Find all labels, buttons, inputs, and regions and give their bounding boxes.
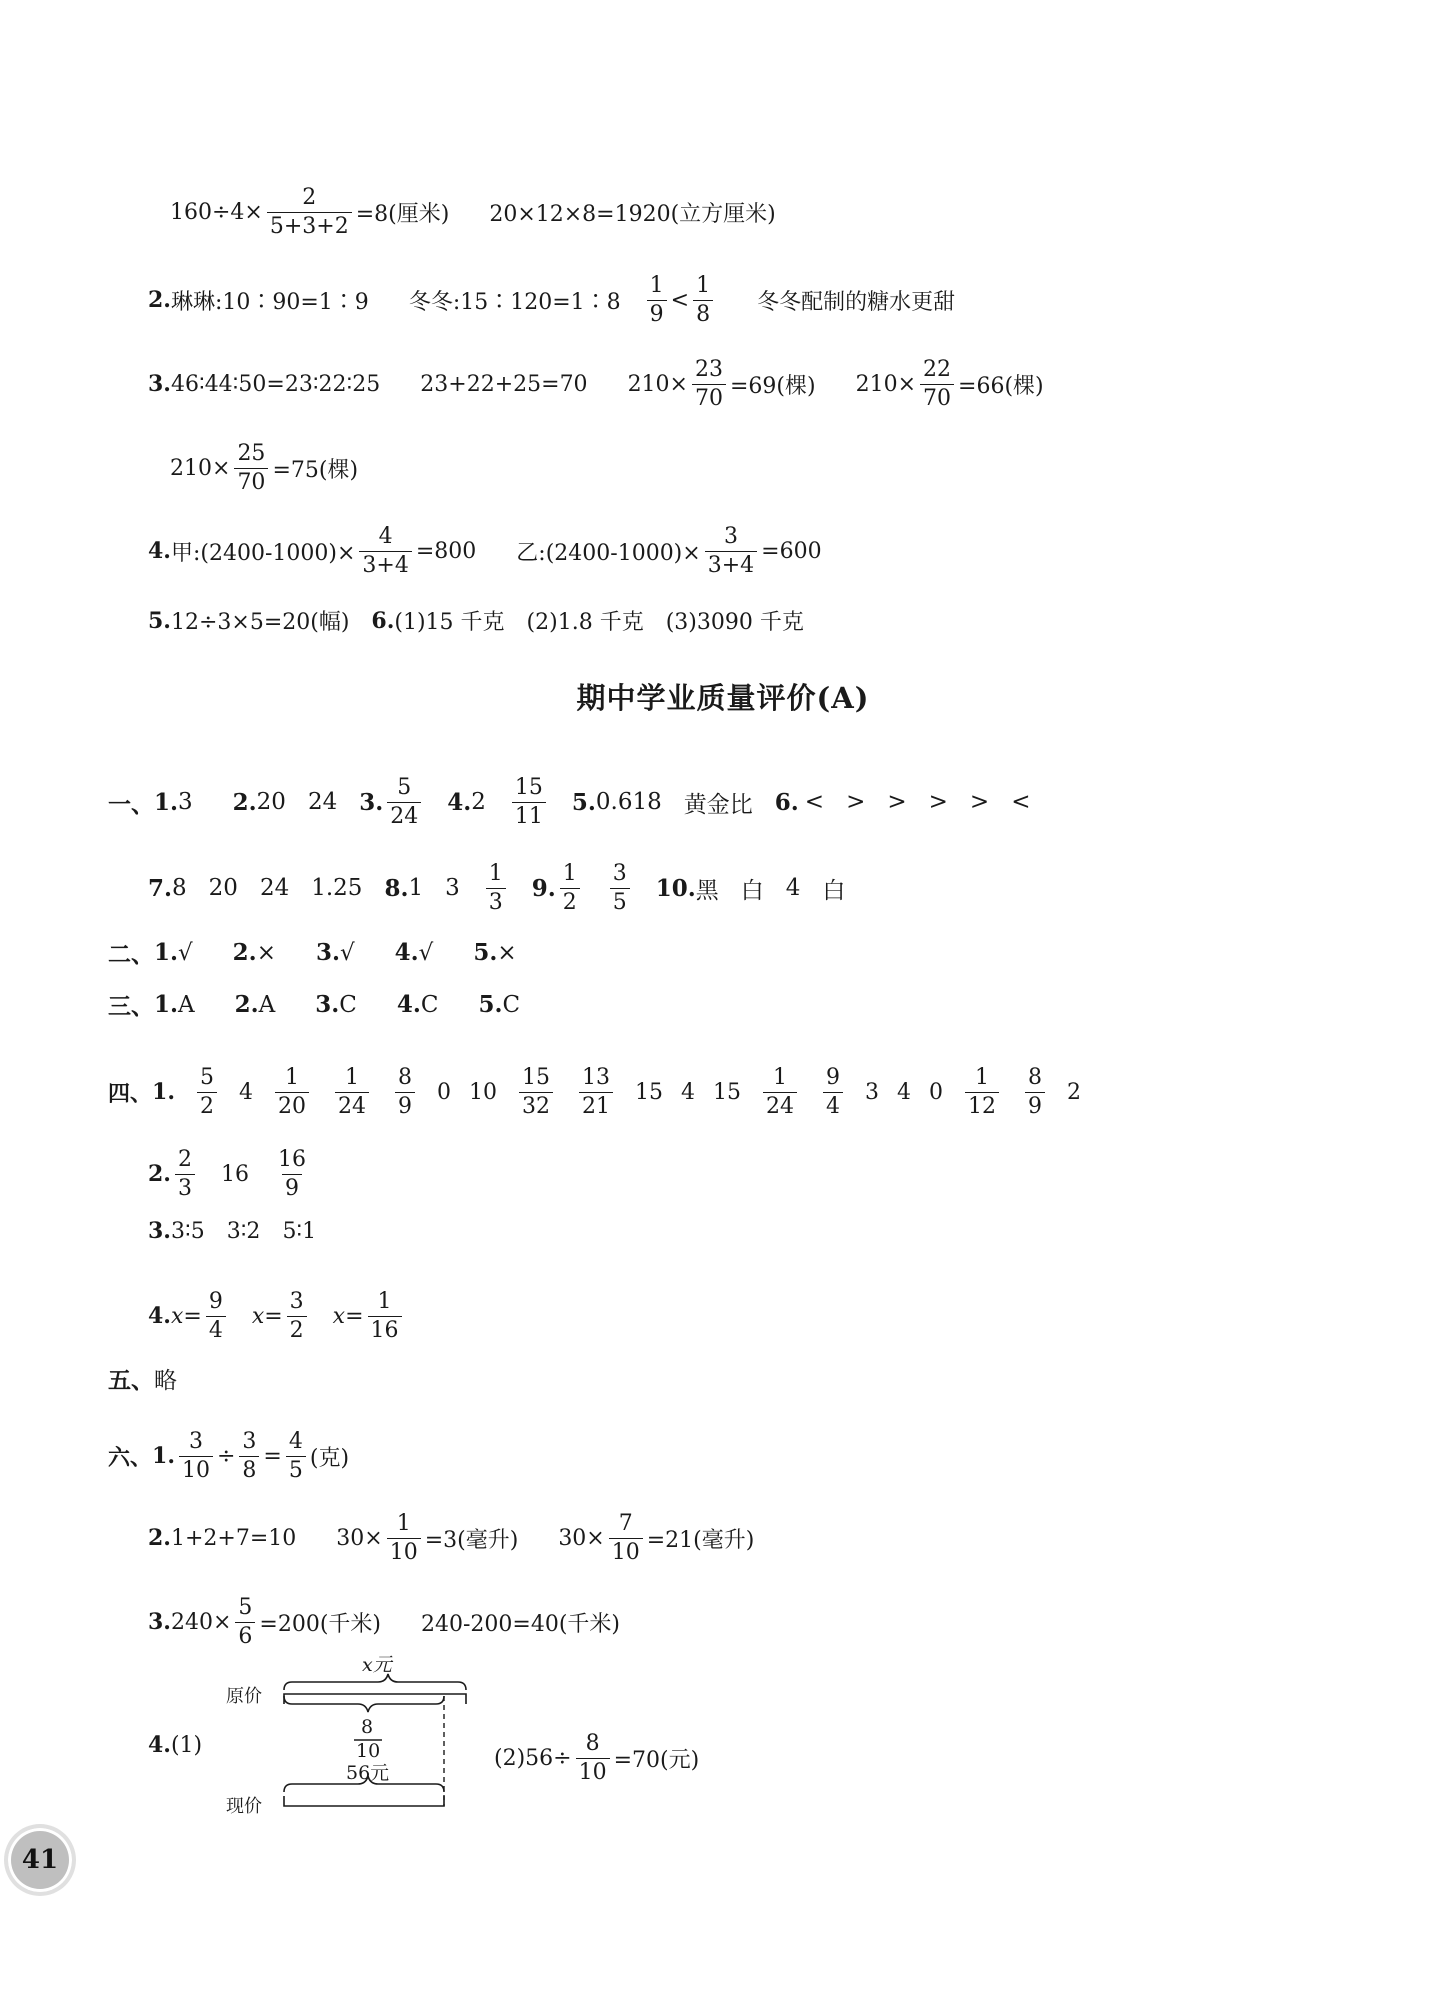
expr: =8(厘米)	[355, 201, 450, 227]
answer: 0	[436, 1079, 451, 1105]
expr: (1)15 千克	[394, 610, 505, 635]
answer: >	[928, 789, 948, 816]
item-number: 4.	[148, 1732, 171, 1758]
answer: 4	[785, 875, 801, 902]
answer: 15	[712, 1079, 741, 1105]
item-number: 8.	[384, 874, 409, 902]
expr: =66(棵)	[958, 373, 1044, 399]
expr: 46∶44∶50=23∶22∶25	[170, 371, 381, 397]
fraction: $\frac{5}{2}$	[197, 1066, 217, 1119]
expr: =75(棵)	[272, 457, 359, 483]
answer: ×	[256, 939, 276, 966]
item-number: 10.	[655, 874, 696, 902]
expr: 210×	[627, 371, 688, 397]
part6-row4-label	[148, 1732, 202, 1758]
expr: 23+22+25=70	[420, 371, 588, 397]
fraction: $\frac{2}{3}$	[175, 1148, 195, 1201]
fraction: $\frac{1}{12}$	[965, 1066, 999, 1119]
answer: 0	[928, 1079, 943, 1105]
answer: C	[502, 991, 521, 1018]
part2-row	[108, 936, 517, 969]
answer: √	[339, 939, 355, 966]
part6-row3	[148, 1596, 620, 1649]
answer: <	[804, 789, 825, 816]
item-number: 5.	[148, 607, 171, 634]
fraction: $\frac{3}{8}$	[239, 1430, 259, 1483]
expr: 甲:(2400-1000)×	[170, 540, 356, 566]
item-number: 7.	[148, 874, 173, 902]
part5-row	[108, 1362, 177, 1395]
part6-row1	[108, 1430, 349, 1483]
part1-row2	[148, 862, 845, 915]
expr: (2)56÷	[494, 1745, 572, 1771]
answer: 0.618	[595, 789, 662, 816]
expr: =200(千米)	[259, 1611, 381, 1637]
expr: 冬冬配制的糖水更甜	[757, 289, 956, 315]
answer: 20	[208, 875, 238, 902]
part4-row3	[148, 1218, 316, 1244]
fraction: $\frac{25}{70}$	[234, 442, 268, 495]
expr: =69(棵)	[730, 373, 816, 399]
answer: 24	[259, 875, 290, 902]
answer-line-5	[148, 525, 822, 578]
part4-row2	[148, 1148, 313, 1201]
part3-row	[108, 988, 520, 1021]
expr: (2)1.8 千克	[526, 610, 644, 635]
expr: 20×12×8=1920(立方厘米)	[489, 201, 776, 227]
item-number: 6.	[371, 607, 395, 634]
fraction: $\frac{4}{3+4}$	[359, 525, 411, 578]
item-number: 1.	[154, 788, 179, 816]
expr: (3)3090 千克	[665, 610, 804, 635]
item-number: 5.	[473, 939, 498, 966]
answer: >	[846, 789, 866, 816]
original-bar	[284, 1694, 466, 1704]
fraction: $\frac{2}{5+3+2}$	[267, 186, 352, 239]
diagram-top-label: x元	[362, 1654, 392, 1676]
expr: =	[263, 1443, 282, 1469]
fraction: $\frac{15}{32}$	[519, 1066, 553, 1119]
item-number: 2.	[232, 788, 257, 816]
answer-line-4	[170, 442, 358, 495]
expr: =3(毫升)	[424, 1527, 519, 1553]
answer: 略	[154, 1368, 177, 1394]
answer: 2	[1066, 1079, 1081, 1105]
section-label: 一、	[108, 790, 154, 818]
answer: 3	[864, 1079, 879, 1105]
expr: x=	[170, 1303, 202, 1329]
fraction: $\frac{1}{3}$	[486, 862, 506, 915]
expr: 30×	[336, 1525, 383, 1551]
expr: 210×	[170, 455, 231, 481]
fraction: $\frac{23}{70}$	[692, 358, 726, 411]
answer-line-1	[170, 186, 776, 239]
part4-row1	[108, 1066, 1081, 1119]
item-number: 2.	[148, 1525, 171, 1552]
item-number: 3.	[148, 371, 171, 398]
answer: 4	[680, 1079, 695, 1105]
fraction: $\frac{1}{24}$	[335, 1066, 369, 1119]
item-number: 2.	[232, 939, 257, 966]
section-label: 三、	[108, 993, 154, 1020]
part4-row4	[148, 1290, 406, 1343]
answer: 白	[822, 877, 846, 904]
fraction: $\frac{8}{9}$	[1025, 1066, 1045, 1119]
expr: =800	[415, 538, 477, 564]
fraction: $\frac{16}{9}$	[277, 1147, 306, 1201]
answer: C	[339, 991, 357, 1018]
expr: 琳琳:10∶90=1∶9	[170, 289, 369, 315]
fraction: $\frac{13}{21}$	[579, 1066, 613, 1119]
page-number-badge	[8, 1828, 72, 1892]
fraction: $\frac{4}{5}$	[286, 1430, 306, 1483]
answer: 黄金比	[683, 791, 753, 818]
section-title: 期中学业质量评价(A)	[576, 681, 870, 715]
item-number: 9.	[531, 874, 556, 902]
item-number: 4.	[148, 538, 171, 565]
answer: 4	[896, 1079, 911, 1105]
fraction: $\frac{3}{10}$	[179, 1430, 213, 1483]
answer: 24	[307, 789, 338, 816]
expr: x=	[251, 1303, 283, 1329]
item-number: 4.	[396, 991, 421, 1018]
fraction: $\frac{15}{11}$	[512, 776, 546, 829]
diagram-frac-numerator: 8	[361, 1716, 374, 1738]
item-number: 5.	[478, 991, 503, 1018]
expr: <	[670, 287, 690, 313]
item-number: 1.	[152, 1443, 175, 1470]
expr: 1+2+7=10	[170, 1525, 297, 1551]
answer: >	[887, 789, 907, 816]
item-number: 3.	[315, 991, 340, 1018]
fraction: $\frac{5}{6}$	[235, 1596, 255, 1649]
item-number: 3.	[148, 1218, 171, 1244]
answer: 4	[238, 1079, 253, 1105]
fraction: $\frac{1}{2}$	[560, 862, 580, 915]
fraction: $\frac{8}{9}$	[395, 1066, 415, 1119]
item-number: 1.	[154, 991, 179, 1018]
answer: 1.25	[311, 875, 363, 902]
expr: ÷	[216, 1443, 236, 1469]
answer: 1	[408, 875, 424, 902]
diagram-frac-denominator: 10	[356, 1740, 381, 1762]
item-number: 1.	[152, 1079, 175, 1106]
item-number: 4.	[447, 788, 472, 816]
item-number: 4.	[148, 1303, 171, 1330]
answer: 黑	[695, 877, 719, 904]
page-number: 41	[21, 1845, 59, 1875]
answer: 2	[471, 789, 486, 816]
fraction: $\frac{3}{5}$	[610, 862, 630, 915]
fraction: $\frac{1}{24}$	[763, 1066, 797, 1119]
answer: 15	[634, 1079, 663, 1105]
expr: (克)	[309, 1445, 350, 1471]
fraction: $\frac{1}{8}$	[693, 274, 713, 327]
part1-row1	[108, 776, 1030, 829]
expr: x=	[332, 1303, 364, 1329]
answer: >	[969, 789, 990, 816]
diagram-bottom-label: 56元	[346, 1762, 390, 1784]
fraction: $\frac{7}{10}$	[609, 1512, 643, 1565]
answer: 3∶2	[226, 1218, 261, 1244]
fraction: $\frac{5}{24}$	[387, 776, 421, 829]
item-number: 5.	[571, 788, 596, 816]
section-label: 六、	[108, 1444, 153, 1471]
answer: C	[420, 991, 439, 1018]
item-number: 3.	[359, 788, 384, 816]
expr: 210×	[855, 371, 917, 397]
item-number: 2.	[234, 991, 259, 1018]
expr: =21(毫升)	[646, 1527, 755, 1553]
answer: ×	[497, 939, 517, 966]
answer: 20	[256, 789, 286, 816]
current-bar	[284, 1796, 444, 1806]
expr: =600	[761, 538, 822, 564]
item-number: 2.	[148, 287, 171, 314]
item-number: 6.	[774, 788, 799, 816]
item-number: 3.	[315, 939, 340, 966]
answer: 10	[468, 1079, 497, 1105]
part6-row2	[148, 1512, 754, 1565]
expr: 乙:(2400-1000)×	[516, 540, 701, 566]
expr: 30×	[558, 1525, 605, 1551]
expr: 冬冬:15∶120=1∶8	[408, 289, 621, 315]
answer: 16	[220, 1161, 249, 1187]
section-label: 五、	[108, 1367, 154, 1394]
expr: 160÷4×	[170, 199, 263, 225]
segment-diagram	[226, 1652, 726, 1822]
answer: <	[1011, 789, 1031, 816]
section-label: 二、	[108, 941, 154, 968]
answer: 3	[178, 789, 193, 816]
item-number: 2.	[148, 1161, 171, 1188]
fraction: $\frac{22}{70}$	[920, 358, 954, 411]
fraction: $\frac{1}{10}$	[387, 1512, 421, 1565]
answer: √	[418, 939, 434, 966]
expr: 12÷3×5=20(幅)	[170, 610, 350, 635]
answer-line-2	[148, 274, 955, 327]
fraction: $\frac{9}{4}$	[823, 1066, 843, 1119]
fraction: $\frac{3}{3+4}$	[705, 525, 757, 578]
answer: √	[178, 939, 193, 966]
middle-brace	[284, 1696, 444, 1712]
expr: 240×	[170, 1609, 232, 1635]
segment-diagram-svg	[226, 1652, 726, 1822]
fraction: $\frac{1}{9}$	[647, 274, 667, 327]
fraction: $\frac{3}{2}$	[287, 1290, 307, 1343]
answer-line-3	[148, 358, 1044, 411]
expr: =70(元)	[613, 1747, 700, 1773]
fraction: $\frac{1}{20}$	[275, 1066, 309, 1119]
fraction: $\frac{1}{16}$	[368, 1290, 402, 1343]
fraction: $\frac{9}{4}$	[206, 1290, 226, 1343]
diagram-original-label: 原价	[226, 1686, 262, 1707]
answer: A	[258, 991, 276, 1018]
answer: 3	[445, 875, 460, 902]
answer-line-6	[148, 605, 804, 636]
answer: 5∶1	[282, 1218, 317, 1244]
expr: (1)	[170, 1732, 203, 1758]
item-number: 4.	[394, 939, 419, 966]
diagram-current-label: 现价	[226, 1796, 262, 1817]
section-label: 四、	[108, 1080, 153, 1107]
answer: 8	[172, 875, 187, 902]
item-number: 3.	[148, 1609, 171, 1636]
fraction: $\frac{8}{10}$	[576, 1732, 610, 1785]
answer: A	[178, 991, 195, 1018]
expr: 240-200=40(千米)	[421, 1611, 621, 1637]
item-number: 1.	[154, 939, 179, 966]
answer: 白	[740, 877, 764, 904]
answer: 3∶5	[170, 1218, 205, 1244]
